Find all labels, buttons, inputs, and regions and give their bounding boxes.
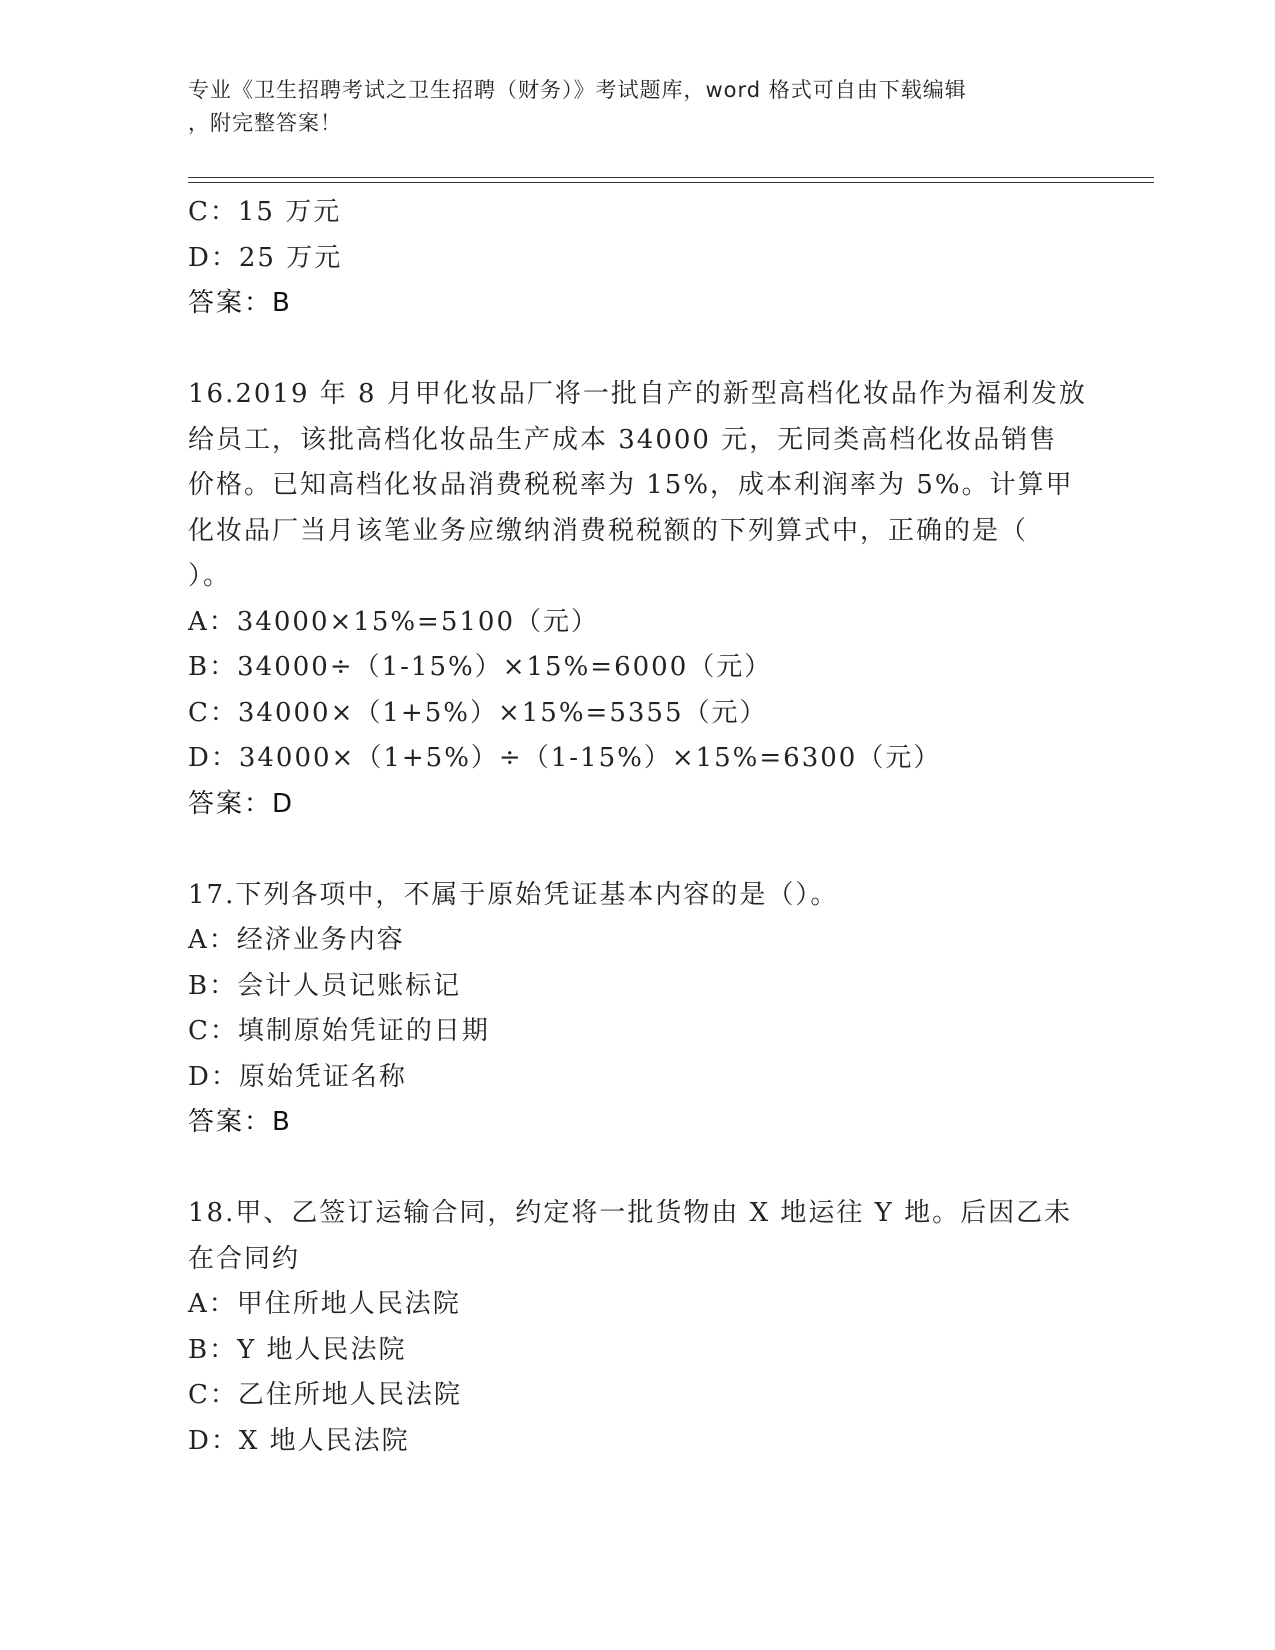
question-17	[188, 873, 1088, 1146]
option-b: B：34000÷（1-15%）×15%=6000（元）	[188, 652, 773, 682]
question-list	[188, 190, 1088, 1464]
option-c: C：填制原始凭证的日期	[188, 1016, 490, 1046]
option-a: A：34000×15%=5100（元）	[188, 606, 600, 637]
option-d: D：X 地人民法院	[188, 1425, 410, 1456]
answer-line: 答案：B	[188, 288, 292, 318]
question-16	[188, 372, 1088, 827]
question-15-tail	[188, 190, 1088, 327]
question-text-line: 在合同约	[188, 1243, 301, 1274]
question-text-line: 17.下列各项中，不属于原始凭证基本内容的是（）。	[188, 879, 839, 910]
option-c: C：乙住所地人民法院	[188, 1380, 462, 1410]
document-header	[188, 74, 1068, 140]
question-18	[188, 1191, 1088, 1464]
option-a: A：经济业务内容	[188, 925, 405, 955]
spacer	[188, 1146, 1088, 1192]
header-divider-bottom	[188, 182, 1154, 183]
header-line-2: ，附完整答案！	[188, 111, 342, 135]
option-a: A：甲住所地人民法院	[188, 1289, 461, 1319]
question-text-line: ）。	[188, 561, 232, 591]
question-text-line: 18.甲、乙签订运输合同，约定将一批货物由 X 地运往 Y 地。后因乙未	[188, 1198, 1073, 1228]
option-d: D：原始凭证名称	[188, 1061, 407, 1092]
question-text-line: 化妆品厂当月该笔业务应缴纳消费税税额的下列算式中，正确的是（	[188, 515, 1029, 546]
option-d: D：25 万元	[188, 242, 343, 273]
option-b: B：会计人员记账标记	[188, 970, 462, 1001]
header-divider-top	[188, 177, 1154, 178]
spacer	[188, 327, 1088, 373]
option-b: B：Y 地人民法院	[188, 1334, 407, 1365]
option-c: C：34000×（1+5%）×15%=5355（元）	[188, 697, 768, 728]
option-c: C：15 万元	[188, 197, 342, 227]
header-line-1: 专业《卫生招聘考试之卫生招聘（财务）》考试题库，word 格式可自由下载编辑	[188, 78, 967, 102]
question-text-line: 价格。已知高档化妆品消费税税率为 15%，成本利润率为 5%。计算甲	[188, 470, 1074, 500]
question-text-line: 16.2019 年 8 月甲化妆品厂将一批自产的新型高档化妆品作为福利发放	[188, 379, 1087, 409]
answer-line: 答案：D	[188, 788, 295, 819]
spacer	[188, 827, 1088, 873]
question-text-line: 给员工，该批高档化妆品生产成本 34000 元，无同类高档化妆品销售	[188, 424, 1058, 455]
answer-line: 答案：B	[188, 1107, 292, 1137]
option-d: D：34000×（1+5%）÷（1-15%）×15%=6300（元）	[188, 743, 942, 773]
